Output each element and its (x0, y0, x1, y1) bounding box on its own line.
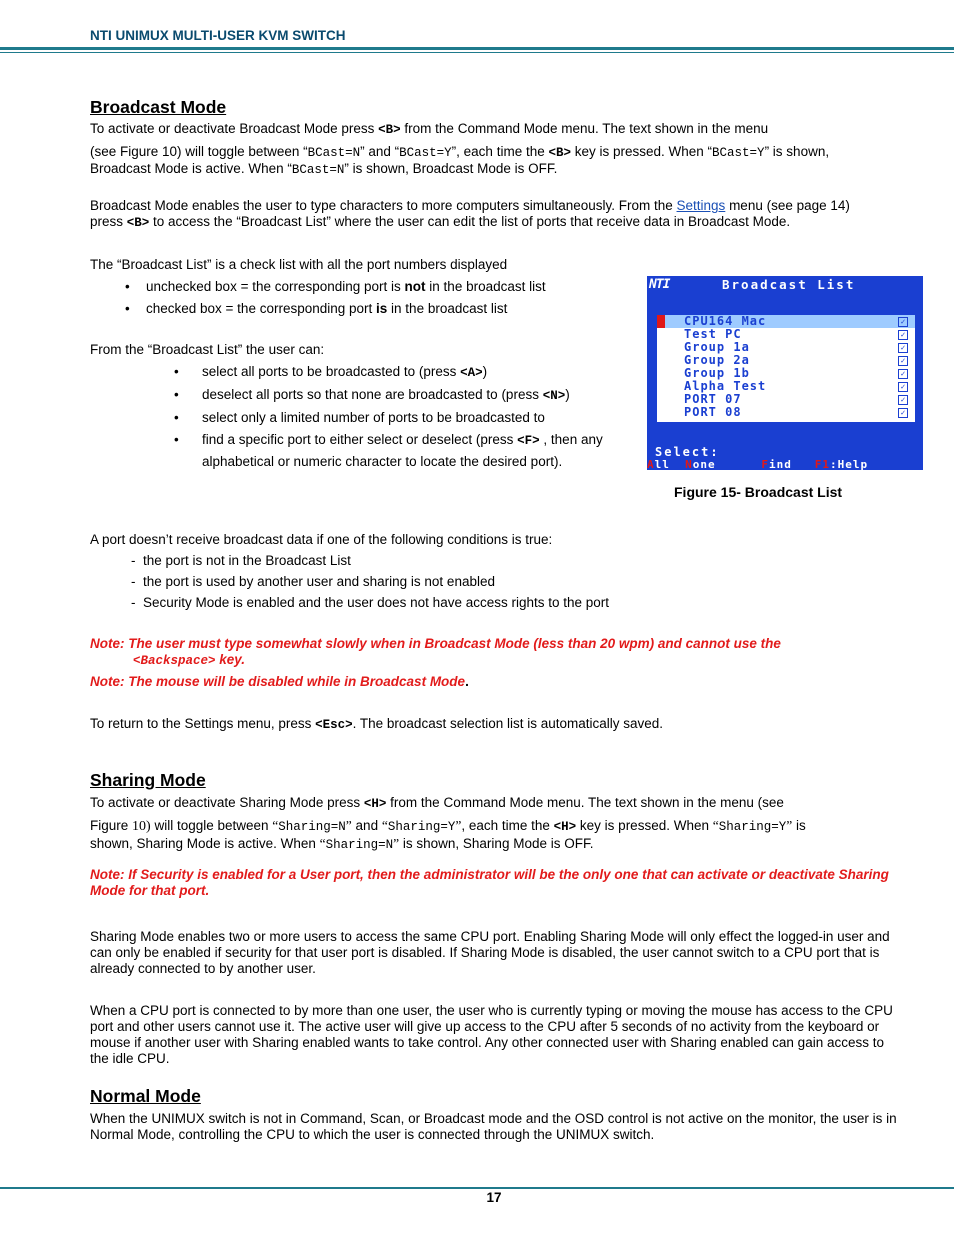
normal-heading: Normal Mode (90, 1086, 201, 1106)
sharing-heading: Sharing Mode (90, 770, 206, 790)
osd-list-item: PORT 08 ✓ (657, 406, 915, 419)
broadcast-para-1: To activate or deactivate Broadcast Mode press <B> from the Command Mode menu. The text shown in the menu (90, 121, 769, 137)
checkbox-icon: ✓ (898, 369, 908, 379)
list-item: - the port is not in the Broadcast List (131, 553, 351, 568)
checkbox-icon: ✓ (898, 330, 908, 340)
list-item: - Security Mode is enabled and the user does not have access rights to the port (131, 595, 610, 610)
sharing-para-1c: shown, Sharing Mode is active. When “Sharing=N” is shown, Sharing Mode is OFF. (90, 836, 594, 852)
sharing-para-2: Sharing Mode enables two or more users to access the same CPU port. Enabling Sharing Mode will only effect the logged-in user and can only be enabled if security for that user port is disabled. If Sharing Mode is disabled, the user cannot switch to a CPU port that is already connected to by another user. (90, 929, 890, 976)
broadcast-note-1: Note: The user must type somewhat slowly when in Broadcast Mode (less than 20 wpm) and cannot use the <Backspace> key. (90, 636, 781, 668)
broadcast-para-1c: Broadcast Mode is active. When “BCast=N” is shown, Broadcast Mode is OFF. (90, 161, 558, 177)
list-item: - the port is used by another user and sharing is not enabled (131, 574, 495, 589)
nti-logo: NTI (649, 277, 670, 292)
running-header: NTI UNIMUX MULTI-USER KVM SWITCH (90, 28, 346, 43)
header-rule-thin (0, 52, 954, 53)
checkbox-icon: ✓ (898, 343, 908, 353)
checkbox-icon: ✓ (898, 408, 908, 418)
list-item: • checked box = the corresponding port is in the broadcast list (125, 301, 508, 316)
list-item: • select only a limited number of ports to be broadcasted to (174, 410, 545, 425)
osd-list-item: PORT 07 ✓ (657, 393, 915, 406)
osd-select-label: Select: (655, 445, 720, 459)
broadcast-para-1b: (see Figure 10) will toggle between “BCast=N” and “BCast=Y”, each time the <B> key is pressed. When “BCast=Y” is shown, (90, 144, 830, 160)
broadcast-para-4: From the “Broadcast List” the user can: (90, 342, 325, 357)
checkbox-icon: ✓ (898, 395, 908, 405)
osd-list-item: Alpha Test ✓ (657, 380, 915, 393)
sharing-note: Note: If Security is enabled for a User port, then the administrator will be the only one that can activate or deactivate Sharing Mode for that port. (90, 867, 889, 898)
list-item: • select all ports to be broadcasted to (press <A>) (174, 364, 488, 380)
osd-list-item: Group 2a ✓ (657, 354, 915, 367)
checkbox-icon: ✓ (898, 382, 908, 392)
broadcast-note-2: Note: The mouse will be disabled while in Broadcast Mode. (90, 674, 469, 689)
osd-title: Broadcast List (722, 277, 856, 292)
selection-marker (657, 315, 665, 328)
sharing-para-3: When a CPU port is connected to by more than one user, the user who is currently typing or moving the mouse has access to the CPU port and other users cannot use it. The active user will give up access to the CPU after 5 seconds of no activity from the keyboard or mouse if another user with Sharing enabled wants to take control. Any other connected user with Sharing enabled can gain access to the idle CPU. (90, 1003, 893, 1066)
broadcast-para-5: A port doesn’t receive broadcast data if one of the following conditions is true: (90, 532, 553, 547)
osd-list-item: Test PC ✓ (657, 328, 915, 341)
header-rule (0, 47, 954, 50)
osd-port-list (657, 315, 915, 422)
broadcast-para-6: To return to the Settings menu, press <Esc>. The broadcast selection list is automatically saved. (90, 716, 664, 732)
page-number: 17 (486, 1190, 502, 1205)
list-item: • find a specific port to either select or deselect (press <F> , then any (174, 432, 603, 448)
osd-list-item: Group 1a ✓ (657, 341, 915, 354)
list-item: • deselect all ports so that none are broadcasted to (press <N>) (174, 387, 570, 403)
list-item: • unchecked box = the corresponding port is not in the broadcast list (125, 279, 546, 294)
broadcast-para-2: Broadcast Mode enables the user to type characters to more computers simultaneously. From the Settings menu (see page 14) (90, 198, 850, 213)
sharing-para-1b: Figure 10) will toggle between “Sharing=N” and “Sharing=Y”, each time the <H> key is pressed. When “Sharing=Y” is (90, 818, 806, 834)
osd-list-item: CPU164 Mac ✓ (657, 315, 915, 328)
osd-list-item: Group 1b ✓ (657, 367, 915, 380)
checkbox-icon: ✓ (898, 356, 908, 366)
checkbox-icon: ✓ (898, 317, 908, 327)
normal-para-1: When the UNIMUX switch is not in Command, Scan, or Broadcast mode and the OSD control is not active on the monitor, the user is in Normal Mode, controlling the CPU to which the user is connected through the UNIMUX switch. (90, 1111, 897, 1142)
settings-link[interactable]: Settings (676, 198, 726, 213)
osd-key-legend: All None Find F1:Help (647, 458, 869, 470)
sharing-para-1: To activate or deactivate Sharing Mode press <H> from the Command Mode menu. The text shown in the menu (see (90, 795, 784, 811)
broadcast-para-2b: press <B> to access the “Broadcast List” where the user can edit the list of ports that receive data in Broadcast Mode. (90, 214, 791, 230)
broadcast-heading: Broadcast Mode (90, 97, 227, 117)
list-item-continuation: alphabetical or numeric character to locate the desired port). (202, 454, 563, 469)
broadcast-para-3: The “Broadcast List” is a check list with all the port numbers displayed (90, 257, 508, 272)
footer-rule (0, 1187, 954, 1189)
broadcast-list-screenshot (647, 276, 923, 470)
figure-caption: Figure 15- Broadcast List (674, 484, 843, 500)
